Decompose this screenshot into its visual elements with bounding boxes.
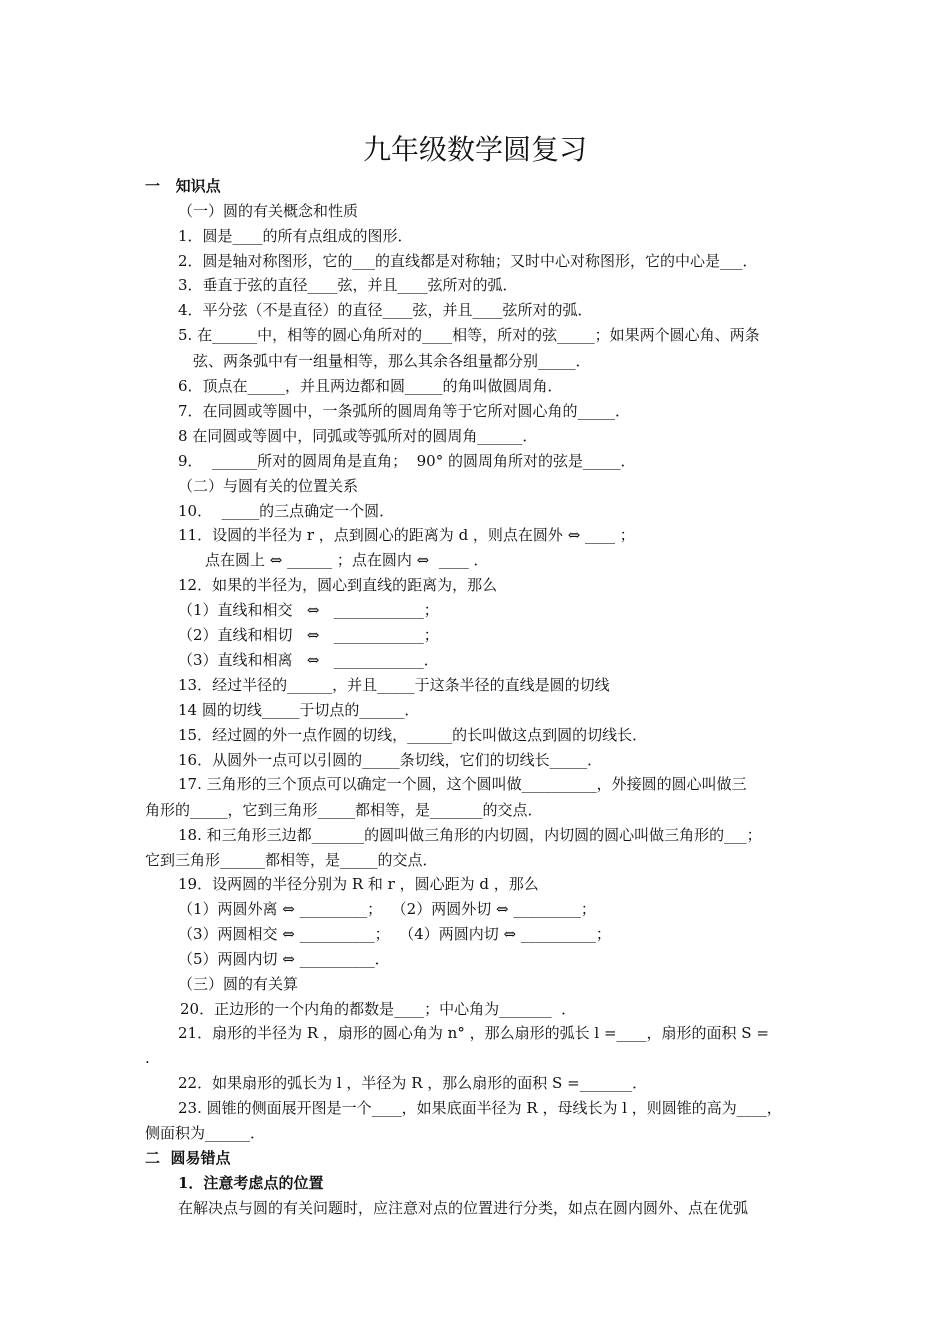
text-line: （5）两圆内切 ⇔ __________． <box>178 950 390 968</box>
page-title: 九年级数学圆复习 <box>362 133 587 166</box>
text-line: 侧面积为______． <box>145 1124 266 1142</box>
text-line: （二）与圆有关的位置关系 <box>178 477 359 495</box>
section-heading: 一 知识点 <box>145 177 221 195</box>
text-line: 22．如果扇形的弧长为 l ，半径为 R ，那么扇形的面积 S =_______． <box>178 1074 648 1092</box>
section-heading: 二 圆易错点 <box>145 1149 231 1167</box>
text-line: 它到三角形______都相等，是_____的交点． <box>145 851 438 869</box>
text-line: 6．顶点在_____，并且两边都和圆_____的角叫做圆周角． <box>178 377 563 395</box>
text-line: 1．圆是____的所有点组成的图形． <box>178 227 413 245</box>
text-line: 14 圆的切线_____于切点的______． <box>178 701 420 719</box>
text-line: 11．设圆的半径为 r ，点到圆心的距离为 d ，则点在圆外 ⇔ ____ ； <box>178 526 635 544</box>
text-line: 在解决点与圆的有关问题时，应注意对点的位置进行分类，如点在圆内圆外、点在优弧 <box>178 1199 749 1217</box>
text-line: 4．平分弦（不是直径）的直径____弦，并且____弦所对的弧． <box>178 301 593 319</box>
text-line: （1）直线和相交 ⇔ ____________； <box>178 601 439 619</box>
text-line: 3．垂直于弦的直径____弦，并且____弦所对的弧． <box>178 276 518 294</box>
text-line: （一）圆的有关概念和性质 <box>178 202 359 220</box>
text-line: 2．圆是轴对称图形，它的___的直线都是对称轴；又时中心对称图形，它的中心是___． <box>178 252 758 270</box>
text-line: 弦、两条弧中有一组量相等，那么其余各组量都分别_____． <box>193 352 591 370</box>
text-line: . <box>145 1049 150 1067</box>
text-line: 9． ______所对的圆周角是直角； 90° 的圆周角所对的弦是_____． <box>178 452 636 470</box>
text-line: 23. 圆锥的侧面展开图是一个____，如果底面半径为 R ，母线长为 l ，则圆锥的高为____， <box>178 1099 782 1117</box>
text-line: 5. 在______中，相等的圆心角所对的____相等，所对的弦_____；如果两个圆心角、两条 <box>178 326 760 344</box>
text-line: （3）两圆相交 ⇔ __________； （4）两圆内切 ⇔ __________； <box>178 925 611 943</box>
text-line: （三）圆的有关算 <box>178 975 299 993</box>
text-line: 角形的_____，它到三角形_____都相等，是_______的交点． <box>145 801 543 819</box>
text-line: 18. 和三角形三边都_______的圆叫做三角形的内切圆，内切圆的圆心叫做三角形的___； <box>178 826 762 844</box>
text-line: 12．如果的半径为，圆心到直线的距离为，那么 <box>178 576 498 594</box>
text-line: （3）直线和相离 ⇔ ____________． <box>178 651 439 669</box>
text-line: 15．经过圆的外一点作圆的切线，______的长叫做这点到圆的切线长． <box>178 726 648 744</box>
text-line: 13．经过半径的______，并且_____于这条半径的直线是圆的切线 <box>178 676 610 694</box>
text-line: 10． _____的三点确定一个圆． <box>178 502 395 520</box>
text-line: 7．在同圆或等圆中，一条弧所的圆周角等于它所对圆心角的_____． <box>178 402 631 420</box>
text-line: 点在圆上 ⇔ ______ ；点在圆内 ⇔ ____ ． <box>205 551 489 569</box>
text-line: 21．扇形的半径为 R ，扇形的圆心角为 n° ，那么扇形的弧长 l =____，扇形的面积 S = <box>178 1024 769 1042</box>
text-line: 19．设两圆的半径分别为 R 和 r ，圆心距为 d ，那么 <box>178 875 539 893</box>
text-line: 8 在同圆或等圆中，同弧或等弧所对的圆周角______． <box>178 427 538 445</box>
text-line: （2）直线和相切 ⇔ ____________； <box>178 626 439 644</box>
section-heading: 1．注意考虑点的位置 <box>178 1174 324 1192</box>
text-line: （1）两圆外离 ⇔ _________； （2）两圆外切 ⇔ _________； <box>178 900 596 918</box>
text-line: 17. 三角形的三个顶点可以确定一个圆，这个圆叫做__________，外接圆的圆心叫做三 <box>178 775 747 793</box>
text-line: 16．从圆外一点可以引圆的_____条切线，它们的切线长_____． <box>178 751 603 769</box>
text-line: 20．正边形的一个内角的都数是____；中心角为_______ ． <box>180 1000 577 1018</box>
